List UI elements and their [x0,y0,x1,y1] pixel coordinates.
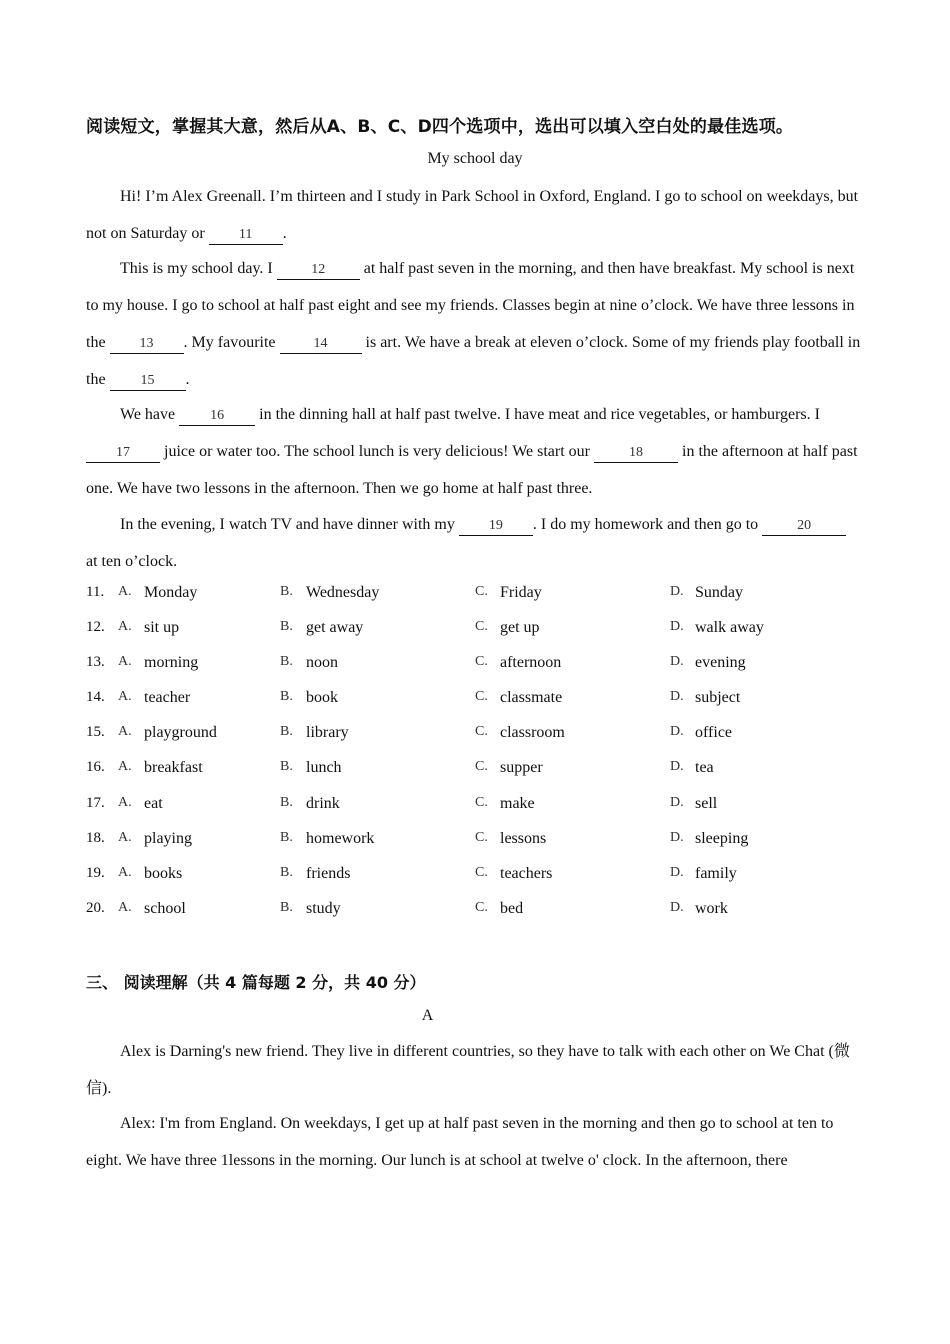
option-d[interactable]: walk away [695,619,764,637]
option-d[interactable]: Sunday [695,584,743,601]
option-letter: A. [118,864,132,880]
option-letter: A. [118,899,132,915]
option-letter: B. [280,899,293,915]
option-letter: C. [475,829,488,845]
blank-18: 18 [594,444,678,463]
option-a[interactable]: playing [144,829,192,847]
option-letter: B. [280,724,293,740]
option-letter: B. [280,829,293,845]
option-d[interactable]: tea [695,759,714,777]
options-table [86,584,866,935]
option-d[interactable]: sell [695,794,718,812]
question-row [86,584,866,619]
question-row [86,795,866,830]
question-number: 18. [86,829,105,846]
option-a[interactable]: teacher [144,689,191,707]
option-b[interactable]: library [306,724,349,742]
question-row [86,830,866,865]
option-c[interactable]: get up [500,619,540,637]
question-row [86,654,866,689]
passage-title: My school day [427,150,523,167]
option-letter: C. [475,759,488,775]
option-a[interactable]: sit up [144,619,180,637]
option-b[interactable]: study [306,899,341,917]
option-letter: B. [280,864,293,880]
option-letter: C. [475,724,488,740]
question-number: 14. [86,689,105,706]
question-number: 19. [86,864,105,881]
option-b[interactable]: friends [306,864,351,882]
option-letter: A. [118,829,132,845]
question-number: 11. [86,584,105,600]
instruction-heading: 阅读短文，掌握其大意，然后从A、B、C、D四个选项中，选出可以填入空白处的最佳选项。 [86,117,794,137]
option-d[interactable]: subject [695,689,741,707]
blank-17: 17 [86,444,160,463]
paragraph-4: In the evening, I watch TV and have dinner with my 19 . I do my homework and then go to 20 at ten o’clock. [86,506,861,580]
option-letter: A. [118,619,132,635]
option-a[interactable]: playground [144,724,217,742]
option-letter: B. [280,619,293,635]
option-b[interactable]: get away [306,619,364,637]
option-letter: C. [475,584,488,599]
option-letter: B. [280,759,293,775]
option-letter: D. [670,654,684,670]
option-letter: A. [118,759,132,775]
option-c[interactable]: teachers [500,864,553,882]
question-number: 12. [86,619,105,636]
paragraph-3: We have 16 in the dinning hall at half past twelve. I have meat and rice vegetables, or hamburgers. I 17 juice or water too. The school lunch is very delicious! We start our 18 in the afternoon at half past one. We have two lessons in the afternoon. Then we go home at half past three. [86,406,858,497]
blank-20: 20 [762,517,846,536]
option-b[interactable]: drink [306,794,340,812]
option-letter: D. [670,899,684,915]
question-number: 15. [86,724,105,741]
blank-15: 15 [110,372,186,391]
option-c[interactable]: make [500,794,535,812]
option-d[interactable]: office [695,724,733,742]
option-letter: B. [280,584,293,599]
option-letter: B. [280,689,293,705]
option-c[interactable]: bed [500,899,524,917]
option-a[interactable]: books [144,864,183,882]
blank-19: 19 [459,517,533,536]
option-letter: C. [475,899,488,915]
question-row [86,865,866,900]
option-c[interactable]: afternoon [500,654,562,672]
option-letter: D. [670,794,684,810]
option-a[interactable]: breakfast [144,759,203,777]
option-letter: C. [475,689,488,705]
option-b[interactable]: Wednesday [306,584,380,601]
option-d[interactable]: sleeping [695,829,749,847]
option-letter: D. [670,759,684,775]
paragraph-2: This is my school day. I 12 at half past seven in the morning, and then have breakfast. My school is next to my house. I go to school at half past eight and see my friends. Classes begin at nine o’clock. We have three lessons in the 13 . My favourite 14 is art. We have a break at eleven o’clock. Some of my friends play football in the 15 . [86,250,861,398]
option-letter: A. [118,584,132,599]
option-letter: C. [475,654,488,670]
option-b[interactable]: homework [306,829,375,847]
option-letter: B. [280,654,293,670]
reading-paragraph-2: Alex: I'm from England. On weekdays, I get up at half past seven in the morning and then go to school at ten to eight. We have three 1lessons in the morning. Our lunch is at school at twelve o' clock. In the afternoon, there [86,1115,834,1169]
option-a[interactable]: Monday [144,584,198,601]
option-letter: C. [475,794,488,810]
option-b[interactable]: lunch [306,759,342,777]
option-letter: D. [670,619,684,635]
blank-16: 16 [179,407,255,426]
option-a[interactable]: school [144,899,186,917]
blank-14: 14 [280,335,362,354]
option-b[interactable]: book [306,689,338,707]
blank-13: 13 [110,335,184,354]
question-number: 13. [86,654,105,671]
option-a[interactable]: morning [144,654,199,672]
option-letter: C. [475,864,488,880]
passage-label: A [421,1007,434,1024]
option-letter: B. [280,794,293,810]
option-d[interactable]: family [695,864,737,882]
option-letter: A. [118,654,132,670]
option-d[interactable]: evening [695,654,746,672]
option-c[interactable]: classmate [500,689,563,707]
question-row [86,759,866,794]
reading-paragraph-1: Alex is Darning's new friend. They live in different countries, so they have to talk with each other on We Chat (微信). [86,1043,850,1097]
option-c[interactable]: lessons [500,829,547,847]
option-letter: D. [670,584,684,599]
option-letter: D. [670,689,684,705]
paragraph-1: Hi! I’m Alex Greenall. I’m thirteen and I study in Park School in Oxford, England. I go to school on weekdays, but not on Saturday or 11 . [86,178,861,252]
blank-12: 12 [277,261,360,280]
option-letter: A. [118,724,132,740]
question-row [86,900,866,935]
option-b[interactable]: noon [306,654,338,672]
question-number: 20. [86,899,105,916]
option-c[interactable]: supper [500,759,543,777]
option-c[interactable]: Friday [500,584,542,601]
question-row [86,689,866,724]
option-letter: C. [475,619,488,635]
section-heading: 三、 阅读理解（共 4 篇每题 2 分，共 40 分） [86,973,426,992]
option-letter: D. [670,829,684,845]
option-letter: A. [118,794,132,810]
option-letter: D. [670,864,684,880]
option-letter: A. [118,689,132,705]
option-c[interactable]: classroom [500,724,565,742]
question-row [86,724,866,759]
question-row [86,619,866,654]
option-a[interactable]: eat [144,794,163,812]
question-number: 16. [86,759,105,776]
question-number: 17. [86,794,105,811]
blank-11: 11 [209,226,283,245]
option-letter: D. [670,724,684,740]
option-d[interactable]: work [695,899,728,917]
